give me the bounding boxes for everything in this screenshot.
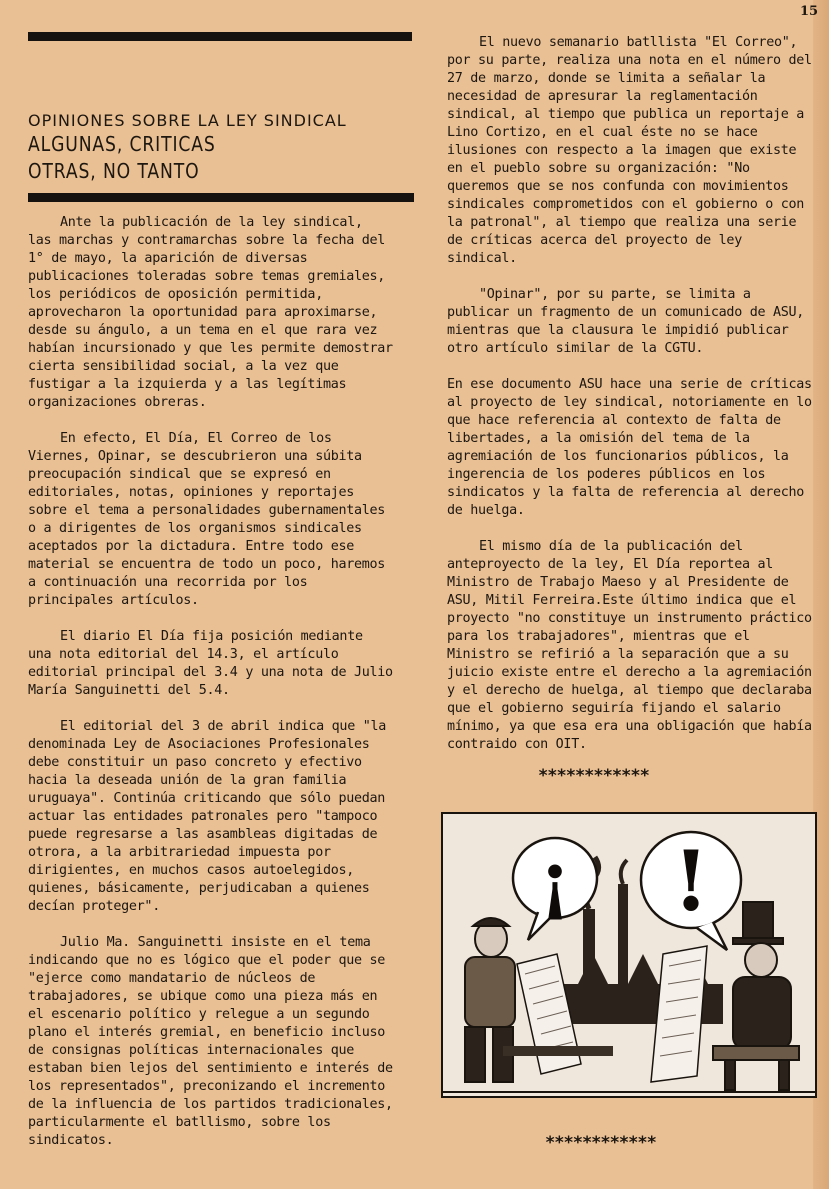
separator-stars: ************ <box>538 766 649 786</box>
paragraph: "Opinar", por su parte, se limita a publicar un fragmento de un comunicado de ASU, mientras que la clausura le impidió publicar otro artículo similar de la CGTU. <box>447 287 805 356</box>
bubble-left-mark: ¡ <box>538 838 572 924</box>
page-number: 15 <box>800 4 819 19</box>
paragraph: El nuevo semanario batllista "El Correo", por su parte, realiza una nota en el número del 27 de marzo, donde se limita a señalar la necesidad de apresurar la reglamentación sindical, al tiempo que publica un reportaje a Lino Cortizo, en el cual éste no se hace ilusiones con respecto a la imagen que existe en el pueblo sobre su organización: "No queremos que se nos confunda con movimientos sindicales comprometidos con el gobierno o con la patronal", al tiempo que realiza una serie de críticas acerca del proyecto de ley sindical. <box>447 35 812 266</box>
worker-figure-icon <box>465 918 515 1082</box>
top-hat-figure-icon <box>713 902 799 1090</box>
paragraph: Ante la publicación de la ley sindical, las marchas y contramarchas sobre la fecha del 1° de mayo, la aparición de diversas publicaciones toleradas sobre temas gremiales, los periódicos de oposición permitida, aprovecharon la oportunidad para aproximarse, desde su ángulo, a un tema en el que rara vez habían incursionado y que les permite demostrar cierta sensibilidad social, a la vez que fustigar a la izquierda y a las legítimas organizaciones obreras. <box>28 215 393 410</box>
speech-bubble-right <box>641 832 741 950</box>
cartoon-drawing <box>443 814 815 1096</box>
paragraph: Julio Ma. Sanguinetti insiste en el tema indicando que no es lógico que el poder que se "ejerce como mandatario de núcleos de trabajadores, se ubique como una pieza más en el escenario político y relegue a un segundo plano el interés gremial, en beneficio incluso de consignas políticas internacionales que estaban bien lejos del sentimiento e interés de los representados", preconizando el incremento de la influencia de los partidos tradicionales, particularmente el batllismo, sobre los sindicatos. <box>28 935 393 1148</box>
paragraph: El editorial del 3 de abril indica que "la denominada Ley de Asociaciones Profesionales debe constituir un paso concreto y efectivo hacia la deseada unión de la gran familia uruguaya". Continúa criticando que sólo puedan actuar las entidades patronales pero "tampoco puede regresarse a las asambleas digitadas de otrora, a la arbitrariedad impuesta por dirigientes, en muchos casos autoelegidos, quienes, básicamente, perjudicaban a quienes decían proteger". <box>28 719 386 914</box>
article-title-line2: OTRAS, NO TANTO <box>28 159 200 183</box>
top-rule <box>28 32 412 41</box>
paragraph: El mismo día de la publicación del anteproyecto de la ley, El Día reportea al Ministro de Trabajo Maeso y al Presidente de ASU, Mitil Ferreira.Este último indica que el proyecto "no constituye un instrumento práctico para los trabajadores", mientras que el Ministro se refirió a la separación que a su juicio existe entre el derecho a la agremiación y el derecho de huelga, al tiempo que declaraba que el gobierno seguiría fijando el salario mínimo, ya que esa era una obligación que había contraido con OIT. <box>447 539 812 752</box>
paragraph: El diario El Día fija posición mediante una nota editorial del 14.3, el artículo editorial principal del 3.4 y una nota de Julio María Sanguinetti del 5.4. <box>28 629 393 698</box>
right-column <box>447 34 812 772</box>
separator-stars: ************ <box>545 1133 656 1153</box>
left-column <box>28 214 393 1168</box>
bubble-right-mark: ! <box>673 834 709 930</box>
paragraph: En efecto, El Día, El Correo de los Viernes, Opinar, se descubrieron una súbita preocupación sindical que se expresó en editoriales, notas, opiniones y reportajes sobre el tema a personalidades gubernamentales o a dirigentes de los organismos sindicales aceptados por la dictadura. Entre todo ese material se encuentra de todo un poco, haremos a continuación una recorrida por los principales artículos. <box>28 431 386 608</box>
paragraph: En ese documento ASU hace una serie de críticas al proyecto de ley sindical, notoriamente en lo que hace referencia al contexto de falta de libertades, a la omisión del tema de la agremiación de los funcionarios públicos, la ingerencia de los poderes públicos en los sindicatos y la falta de referencia al derecho de huelga. <box>447 377 812 518</box>
article-subtitle: OPINIONES SOBRE LA LEY SINDICAL <box>28 111 347 130</box>
table-icon <box>503 1046 613 1056</box>
article-title-line1: ALGUNAS, CRITICAS <box>28 132 216 156</box>
headline-rule <box>28 193 414 202</box>
cartoon-illustration <box>441 812 817 1098</box>
